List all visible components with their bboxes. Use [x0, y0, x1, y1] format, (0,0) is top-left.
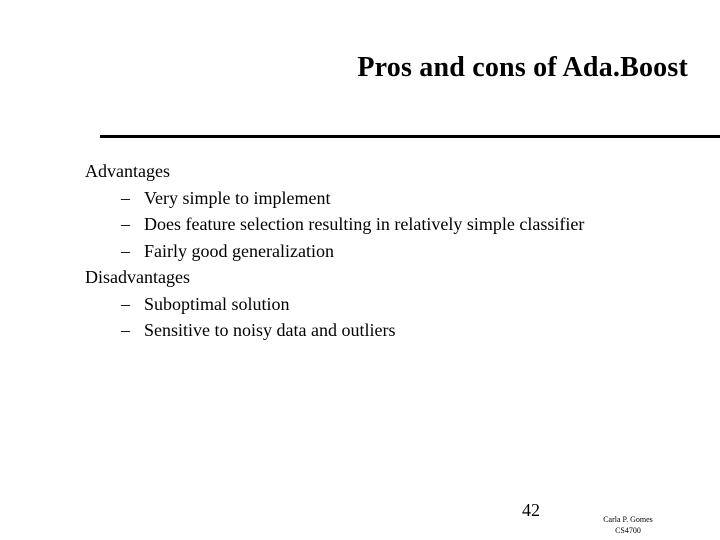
author-name: Carla P. Gomes — [603, 515, 653, 524]
advantage-item-text: Does feature selection resulting in relatively simple classifier — [144, 214, 585, 234]
advantage-item-text: Fairly good generalization — [144, 240, 334, 261]
disadvantage-item-text: Sensitive to noisy data and outliers — [144, 320, 396, 340]
bullet-dash: – — [121, 320, 130, 340]
advantage-item-text: Very simple to implement — [144, 187, 331, 208]
course-code: CS4700 — [615, 526, 641, 535]
bullet-dash: – — [121, 187, 130, 208]
bullet-dash: – — [121, 214, 130, 234]
disadvantage-item — [85, 317, 705, 344]
section-heading-advantages: Advantages — [85, 161, 170, 181]
slide-title: Pros and cons of Ada.Boost — [357, 52, 688, 83]
page-number: 42 — [522, 500, 540, 520]
bullet-dash: – — [121, 293, 130, 314]
bullet-dash: – — [121, 240, 130, 261]
section-heading-disadvantages: Disadvantages — [85, 267, 190, 287]
disadvantage-item — [85, 291, 705, 318]
advantage-item — [85, 238, 705, 265]
slide-body — [85, 158, 705, 344]
title-divider — [100, 135, 720, 138]
disadvantage-item-text: Suboptimal solution — [144, 293, 290, 314]
advantage-item — [85, 211, 705, 238]
author-note — [598, 514, 658, 536]
advantage-item — [85, 185, 705, 212]
